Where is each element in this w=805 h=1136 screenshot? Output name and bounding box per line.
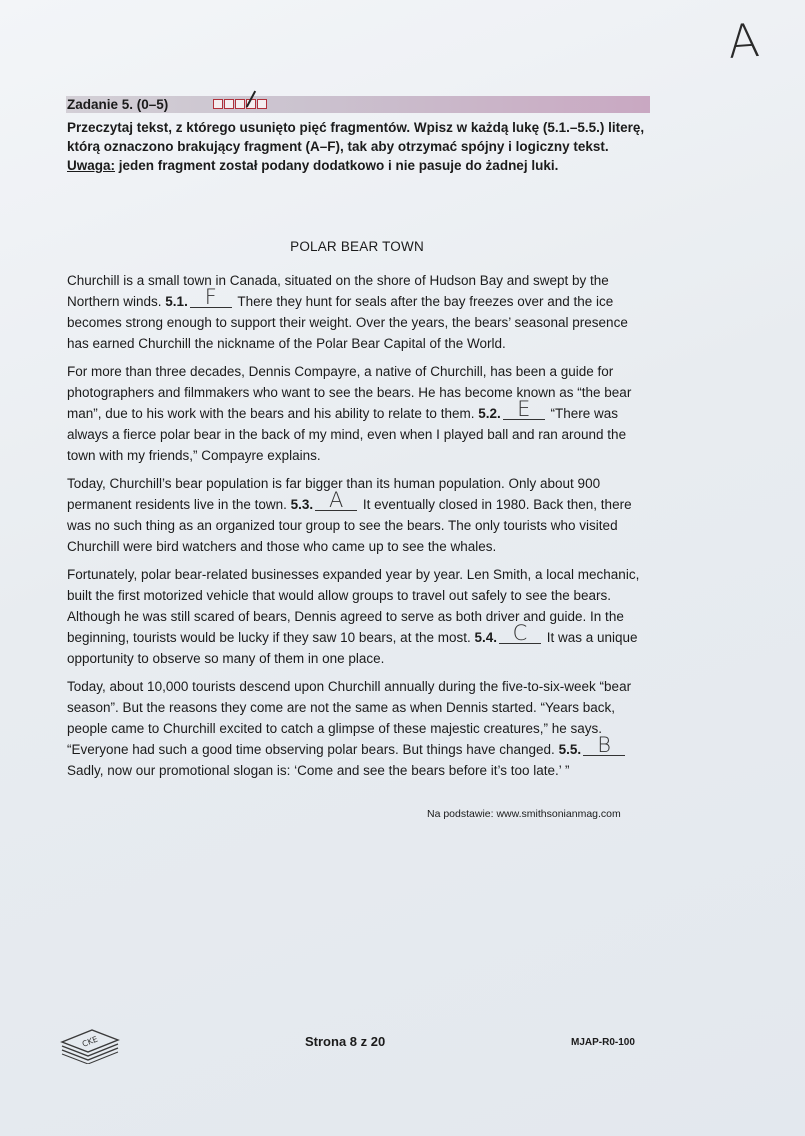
answer-gap-5-4[interactable]	[499, 621, 541, 645]
text: Fortunately, polar bear-related businesses expanded year by year. Len Smith, a local mechanic, built the first motorized vehicle that would allow groups to travel out safely to see the bears. Although he was still scared of bears, Dennis agreed to serve as both driver and guide. In the beginning, tourists would be lucky if they saw 10 bears, at the most.	[67, 567, 640, 645]
source-citation: Na podstawie: www.smithsonianmag.com	[427, 808, 621, 820]
gap-label: 5.2.	[478, 406, 501, 421]
note-text: jeden fragment został podany dodatkowo i nie pasuje do żadnej luki.	[115, 158, 559, 173]
story-body	[67, 270, 642, 788]
handwritten-answer: F	[204, 285, 217, 309]
score-box	[235, 99, 245, 109]
score-box	[224, 99, 234, 109]
paragraph-3	[67, 473, 642, 557]
answer-gap-5-2[interactable]	[503, 397, 545, 421]
task-title: Zadanie 5. (0–5)	[67, 97, 169, 112]
paragraph-5	[67, 676, 642, 781]
handwritten-answer: A	[328, 488, 344, 512]
page-number: Strona 8 z 20	[305, 1034, 386, 1049]
logo-text: CKE	[80, 1034, 100, 1049]
text: “There was always a fierce polar bear in the back of my mind, even when I played ball and ran around the town with my friends,” Compayre explains.	[67, 406, 627, 463]
handwritten-answer: E	[517, 397, 531, 421]
score-boxes	[213, 99, 268, 109]
handwritten-answer: C	[512, 621, 528, 645]
task-instructions	[67, 118, 657, 175]
note-label: Uwaga:	[67, 158, 116, 173]
text: Sadly, now our promotional slogan is: ‘Come and see the bears before it’s too late.’ ”	[67, 763, 570, 778]
paragraph-4	[67, 564, 642, 669]
handwritten-answer: B	[597, 733, 611, 757]
text: It eventually closed in 1980. Back then, there was no such thing as an organized tour group to see the bears. The only tourists who visited Churchill were bird watchers and those who came up to see the whales.	[67, 497, 632, 554]
score-box	[213, 99, 223, 109]
gap-label: 5.4.	[474, 630, 497, 645]
paragraph-2	[67, 361, 642, 466]
exam-code: MJAP-R0-100	[571, 1037, 635, 1048]
story-title: POLAR BEAR TOWN	[290, 239, 424, 254]
text: It was a unique opportunity to observe so many of them in one place.	[67, 630, 638, 666]
text: Today, Churchill’s bear population is far bigger than its human population. Only about 900 permanent residents live in the town.	[67, 476, 601, 512]
paragraph-1	[67, 270, 642, 354]
text: Churchill is a small town in Canada, situated on the shore of Hudson Bay and swept by the Northern winds.	[67, 273, 609, 309]
text: There they hunt for seals after the bay freezes over and the ice becomes strong enough to support their weight. Over the years, the bears’ seasonal presence has earned Churchill the nickname of the Polar Bear Capital of the World.	[67, 294, 628, 351]
gap-label: 5.1.	[165, 294, 188, 309]
gap-label: 5.5.	[558, 742, 582, 757]
text: Today, about 10,000 tourists descend upon Churchill annually during the five-to-six-week “bear season”. But the reasons they come are not the same as when Dennis started. “Years back, people came to Churchill excited to catch a glimpse of these majestic creatures,” he says. “Everyone had such a good time observing polar bears. But things have changed.	[67, 679, 632, 757]
instructions-text: Przeczytaj tekst, z którego usunięto pięć fragmentów. Wpisz w każdą lukę (5.1.–5.5.) literę, którą oznaczono brakujący fragment (A–F), tak aby otrzymać spójny i logiczny tekst.	[67, 120, 645, 154]
gap-label: 5.3.	[290, 497, 314, 512]
answer-gap-5-1[interactable]	[190, 285, 232, 309]
score-box	[257, 99, 267, 109]
answer-gap-5-3[interactable]	[315, 488, 357, 512]
text: For more than three decades, Dennis Compayre, a native of Churchill, has been a guide for photographers and filmmakers who want to see the bears. He has become known as “the bear man”, due to his work with the bears and his ability to relate to them.	[67, 364, 632, 421]
handwritten-variant-letter: A	[726, 12, 762, 70]
cke-logo-icon	[58, 1018, 122, 1069]
answer-gap-5-5[interactable]	[583, 733, 625, 757]
